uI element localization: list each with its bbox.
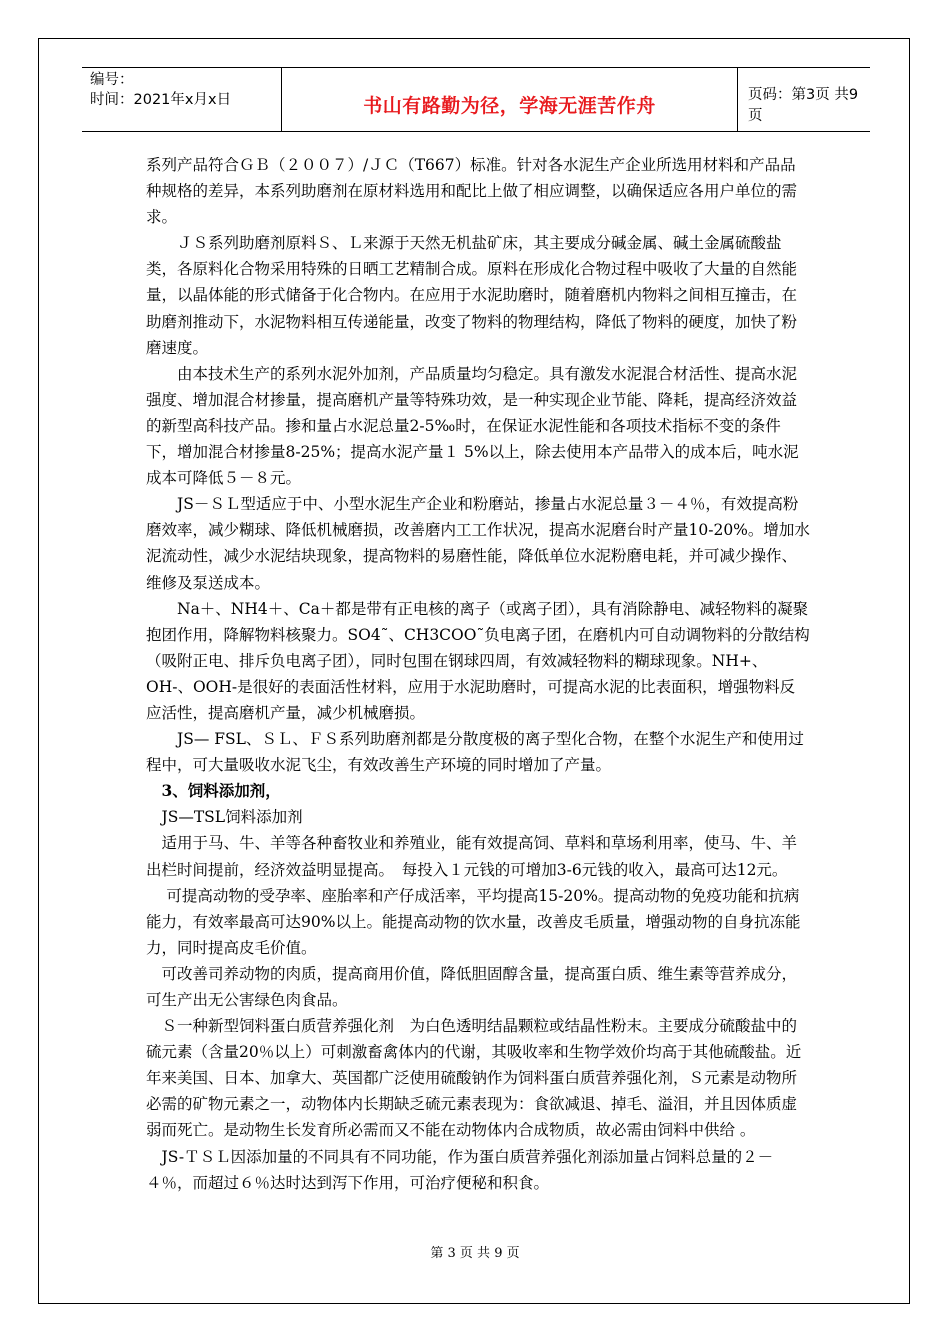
paragraph: 适用于马、牛、羊等各种畜牧业和养殖业，能有效提高饲、草料和草场利用率，使马、牛、羊出栏时间提前，经济效益明显提高。 每投入１元钱的可增加3-6元钱的收入，最高可达12元。 [146, 834, 798, 879]
paragraph: JS-ＴＳＬ因添加量的不同具有不同功能，作为蛋白质营养强化剂添加量占饲料总量的２－４％，而超过６％达时达到泻下作用，可治疗便秘和积食。 [146, 1147, 774, 1192]
paragraph: Ｓ一种新型饲料蛋白质营养强化剂 为白色透明结晶颗粒或结晶性粉末。主要成分硫酸盐中的硫元素（含量20％以上）可刺激畜禽体内的代谢，其吸收率和生物学效价均高于其他硫酸盐。近年来美国、日本、加拿大、英国都广泛使用硫酸钠作为饲料蛋白质营养强化剂，Ｓ元素是动物所必需的矿物元素之一，动物体内长期缺乏硫元素表现为：食欲减退、掉毛、溢泪，并且因体质虚弱而死亡。是动物生长发育所必需而又不能在动物体内合成物质，故必需由饲料中供给 。 [146, 1017, 802, 1140]
document-number-label: 编号： [90, 72, 134, 88]
paragraph: 可改善司养动物的肉质，提高商用价值，降低胆固醇含量，提高蛋白质、维生素等营养成分，可生产出无公害绿色肉食品。 [146, 964, 798, 1009]
paragraph: ＪＳ系列助磨剂原料Ｓ、Ｌ来源于天然无机盐矿床，其主要成分碱金属、碱土金属硫酸盐类，各原料化合物采用特殊的日晒工艺精制合成。原料在形成化合物过程中吸收了大量的自然能量，以晶体能的形式储备于化合物内。在应用于水泥助磨时，随着磨机内物料之间相互撞击，在助磨剂推动下，水泥物料相互传递能量，改变了物料的物理结构，降低了物料的硬度，加快了粉磨速度。 [146, 234, 798, 357]
document-body [146, 152, 810, 1196]
paragraph: JS— FSL、ＳＬ、ＦＳ系列助磨剂都是分散度极的离子型化合物，在整个水泥生产和使用过程中，可大量吸收水泥飞尘，有效改善生产环境的同时增加了产量。 [146, 730, 804, 775]
section-heading: 3、饲料添加剂， [146, 781, 281, 801]
paragraph: 可提高动物的受孕率、座胎率和产仔成活率，平均提高15-20%。提高动物的免疫功能和抗病能力，有效率最高可达90%以上。能提高动物的饮水量，改善皮毛质量，增强动物的自身抗冻能力，同时提高皮毛价值。 [146, 886, 801, 957]
paragraph: 由本技术生产的系列水泥外加剂，产品质量均匀稳定。具有激发水泥混合材活性、提高水泥强度、增加混合材掺量，提高磨机产量等特殊功效，是一种实现企业节能、降耗，提高经济效益的新型高科技产品。掺和量占水泥总量2-5‰时，在保证水泥性能和各项技术指标不变的条件下，增加混合材掺量8-25%；提高水泥产量１ 5%以上，除去使用本产品带入的成本后，吨水泥成本可降低５－８元。 [146, 364, 799, 488]
header-motto: 书山有路勤为径，学海无涯苦作舟 [282, 68, 738, 131]
document-date: 时间：2021年x月x日 [90, 92, 232, 108]
paragraph: 系列产品符合ＧＢ（２００７）/ＪＣ（T667）标准。针对各水泥生产企业所选用材料和产品品种规格的差异，本系列助磨剂在原材料选用和配比上做了相应调整，以确保适应各用户单位的需求。 [146, 156, 798, 227]
paragraph: JS－ＳＬ型适应于中、小型水泥生产企业和粉磨站，掺量占水泥总量３－４％，有效提高粉磨效率，减少糊球、降低机械磨损，改善磨内工工作状况，提高水泥磨台时产量10-20%。增加水泥流动性，减少水泥结块现象，提高物料的易磨性能，降低单位水泥粉磨电耗，并可减少操作、维修及泵送成本。 [146, 495, 810, 592]
header-meta [82, 68, 282, 131]
paragraph: Na＋、NH4＋、Ca＋都是带有正电核的离子（或离子团），具有消除静电、减轻物料的凝聚抱团作用，降解物料核聚力。SO4˜、CH3COO˜负电离子团，在磨机内可自动调物料的分散结构（吸附正电、排斥负电离子团），同时包围在钢球四周，有效减轻物料的糊球现象。NH+、OH-、OOH-是很好的表面活性材料，应用于水泥助磨时，可提高水泥的比表面积，增强物料反应活性，提高磨机产量，减少机械磨损。 [146, 599, 810, 722]
header-page-info: 页码：第3页 共9页 [748, 86, 859, 124]
product-title: JS—TSL饲料添加剂 [146, 808, 303, 827]
page-header [82, 67, 870, 132]
page-footer: 第 3 页 共 9 页 [430, 1246, 520, 1261]
